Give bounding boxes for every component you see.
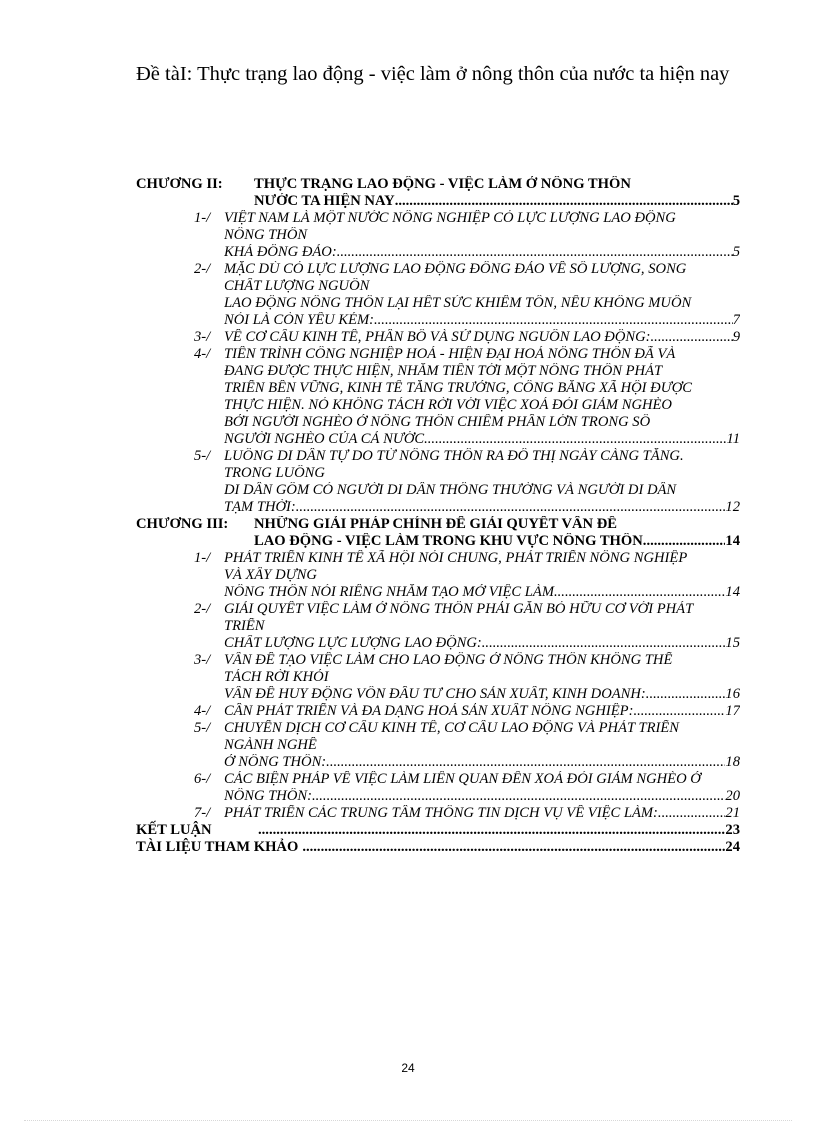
item-text-line: NÓI LÀ CÒN YẾU KÉM: (224, 312, 374, 328)
toc-item[interactable] (136, 601, 740, 652)
item-text-line: VÀ XÂY DỰNG (224, 567, 317, 583)
item-text-line: CHẤT LƯỢNG NGUỒN (224, 278, 370, 294)
toc-chapter-3[interactable] (136, 516, 740, 550)
item-text-line: LUỒNG DI DÂN TỰ DO TỪ NÔNG THÔN RA ĐÔ THỊ NGÀY CÀNG TĂNG. (224, 448, 684, 464)
item-number: 5-/ (194, 448, 211, 464)
chapter-label: CHƯƠNG III: (136, 516, 229, 532)
item-number: 1-/ (194, 210, 211, 226)
item-text-line: PHÁT TRIỂN KINH TẾ XÃ HỘI NÓI CHUNG, PHÁT TRIỂN NÔNG NGHIỆP (224, 550, 688, 566)
toc-item[interactable] (136, 703, 740, 720)
toc-page-number: 14 (725, 533, 740, 549)
item-text-line: TRONG LUỒNG (224, 465, 325, 481)
toc-page-number: 11 (726, 431, 740, 447)
item-text-line: VIỆT NAM LÀ MỘT NƯỚC NÔNG NGHIỆP CÓ LỰC LƯỢNG LAO ĐỘNG (224, 210, 676, 226)
toc-page-number: 24 (725, 839, 740, 855)
item-text-line: VẤN ĐỀ TẠO VIỆC LÀM CHO LAO ĐỘNG Ở NÔNG THÔN KHÔNG THỂ (224, 652, 673, 668)
item-text-line: TÁCH RỜI KHỎI (224, 669, 329, 685)
toc-item[interactable] (136, 448, 740, 516)
toc-page-number: 20 (725, 788, 740, 804)
toc-page-number: 5 (732, 193, 740, 209)
item-text-line: CẦN PHÁT TRIỂN VÀ ĐA DẠNG HOÁ SẢN XUẤT NÔNG NGHIỆP: (224, 703, 634, 719)
item-text-line: THỰC HIỆN. NÓ KHÔNG TÁCH RỜI VỚI VIỆC XOÁ ĐÓI GIẢM NGHÈO (224, 397, 672, 413)
item-text-line: ĐANG ĐƯỢC THỰC HIỆN, NHẰM TIẾN TỚI MỘT NÔNG THÔN PHÁT (224, 363, 663, 379)
item-text-line: NÔNG THÔN: (224, 788, 312, 804)
references-label: TÀI LIỆU THAM KHẢO (136, 839, 299, 855)
toc-item[interactable] (136, 329, 740, 346)
item-text-line: NÔNG THÔN (224, 227, 308, 243)
toc-item[interactable] (136, 652, 740, 703)
toc-page-number: 18 (725, 754, 740, 770)
toc-page-number: 12 (725, 499, 740, 515)
toc-item[interactable] (136, 261, 740, 329)
toc-page-number: 17 (725, 703, 740, 719)
item-text-line: BỞI NGƯỜI NGHÈO Ở NÔNG THÔN CHIẾM PHẦN LỚN TRONG SỐ (224, 414, 651, 430)
toc-item[interactable] (136, 550, 740, 601)
item-number: 6-/ (194, 771, 211, 787)
item-number: 2-/ (194, 261, 211, 277)
item-text-line: NGÀNH NGHỀ (224, 737, 317, 753)
item-text-line: TẠM THỜI: (224, 499, 296, 515)
item-text-line: PHÁT TRIỂN CÁC TRUNG TÂM THÔNG TIN DỊCH VỤ VỀ VIỆC LÀM: (224, 805, 658, 821)
page-bottom-divider (24, 1120, 792, 1121)
item-text-line: CÁC BIỆN PHÁP VỀ VIỆC LÀM LIÊN QUAN ĐẾN XOÁ ĐÓI GIẢM NGHÈO Ở (224, 771, 701, 787)
item-text-line: TIẾN TRÌNH CÔNG NGHIỆP HOÁ - HIỆN ĐẠI HOÁ NÔNG THÔN ĐÃ VÀ (224, 346, 676, 362)
toc-references[interactable] (136, 839, 740, 856)
chapter-title-line: NHỮNG GIẢI PHÁP CHÍNH ĐỂ GIẢI QUYẾT VẤN ĐỀ (254, 516, 617, 532)
toc-page-number: 23 (725, 822, 740, 838)
item-number: 4-/ (194, 703, 211, 719)
item-number: 3-/ (194, 329, 211, 345)
toc-page-number: 14 (725, 584, 740, 600)
toc-item[interactable] (136, 346, 740, 448)
toc-item[interactable] (136, 771, 740, 805)
document-title: Đề tàI: Thực trạng lao động - việc làm ở nông thôn của nước ta hiện nay (136, 63, 730, 85)
item-text-line: TRIỂN (224, 618, 265, 634)
toc-page-number: 16 (725, 686, 740, 702)
toc-page-number: 5 (732, 244, 740, 260)
item-text-line: VẤN ĐỀ HUY ĐỘNG VỐN ĐẦU TƯ CHO SẢN XUẤT, KINH DOANH: (224, 686, 646, 702)
table-of-contents (136, 176, 740, 856)
chapter-label: CHƯƠNG II: (136, 176, 223, 192)
item-number: 4-/ (194, 346, 211, 362)
item-text-line: MẶC DÙ CÓ LỰC LƯỢNG LAO ĐỘNG ĐÔNG ĐẢO VỀ SỐ LƯỢNG, SONG (224, 261, 687, 277)
item-text-line: GIẢI QUYẾT VIỆC LÀM Ở NÔNG THÔN PHẢI GẮN BÓ HỮU CƠ VỚI PHÁT (224, 601, 694, 617)
toc-item[interactable] (136, 720, 740, 771)
chapter-title-line: NƯỚC TA HIỆN NAY (254, 193, 395, 209)
conclusion-label: KẾT LUẬN (136, 822, 212, 838)
item-number: 7-/ (194, 805, 211, 821)
item-text-line: KHÁ ĐÔNG ĐẢO: (224, 244, 337, 260)
item-text-line: NÔNG THÔN NÓI RIÊNG NHẰM TẠO MỞ VIỆC LÀM. (224, 584, 558, 600)
item-text-line: CHẤT LƯỢNG LỰC LƯỢNG LAO ĐỘNG: (224, 635, 482, 651)
toc-page-number: 15 (725, 635, 740, 651)
toc-item[interactable] (136, 805, 740, 822)
item-number: 5-/ (194, 720, 211, 736)
toc-page-number: 21 (725, 805, 740, 821)
toc-page-number: 7 (732, 312, 740, 328)
item-text-line: NGƯỜI NGHÈO CỦA CẢ NƯỚC. (224, 431, 428, 447)
toc-conclusion[interactable] (136, 822, 740, 839)
document-header (136, 58, 736, 90)
item-text-line: CHUYỂN DỊCH CƠ CẤU KINH TẾ, CƠ CẤU LAO ĐỘNG VÀ PHÁT TRIỂN (224, 720, 680, 736)
item-number: 1-/ (194, 550, 211, 566)
chapter-title-line: THỰC TRẠNG LAO ĐỘNG - VIỆC LÀM Ở NÔNG THÔN (254, 176, 631, 192)
toc-chapter-2[interactable] (136, 176, 740, 210)
item-number: 2-/ (194, 601, 211, 617)
item-text-line: Ở NÔNG THÔN: (224, 754, 327, 770)
item-text-line: TRIỂN BỀN VỮNG, KINH TẾ TĂNG TRƯỞNG, CÔNG BẰNG XÃ HỘI ĐƯỢC (224, 380, 692, 396)
item-text-line: DI DÂN GỒM CÓ NGƯỜI DI DÂN THÔNG THƯỜNG VÀ NGƯỜI DI DÂN (224, 482, 677, 498)
item-number: 3-/ (194, 652, 211, 668)
toc-item[interactable] (136, 210, 740, 261)
toc-page-number: 9 (732, 329, 740, 345)
page-number: 24 (401, 1061, 415, 1075)
item-text-line: VỀ CƠ CẤU KINH TẾ, PHÂN BỐ VÀ SỬ DỤNG NGUỒN LAO ĐỘNG: (224, 329, 651, 345)
chapter-title-line: LAO ĐỘNG - VIỆC LÀM TRONG KHU VỰC NÔNG THÔN (254, 533, 643, 549)
item-text-line: LAO ĐỘNG NÔNG THÔN LẠI HẾT SỨC KHIÊM TỐN, NẾU KHÔNG MUỐN (224, 295, 692, 311)
